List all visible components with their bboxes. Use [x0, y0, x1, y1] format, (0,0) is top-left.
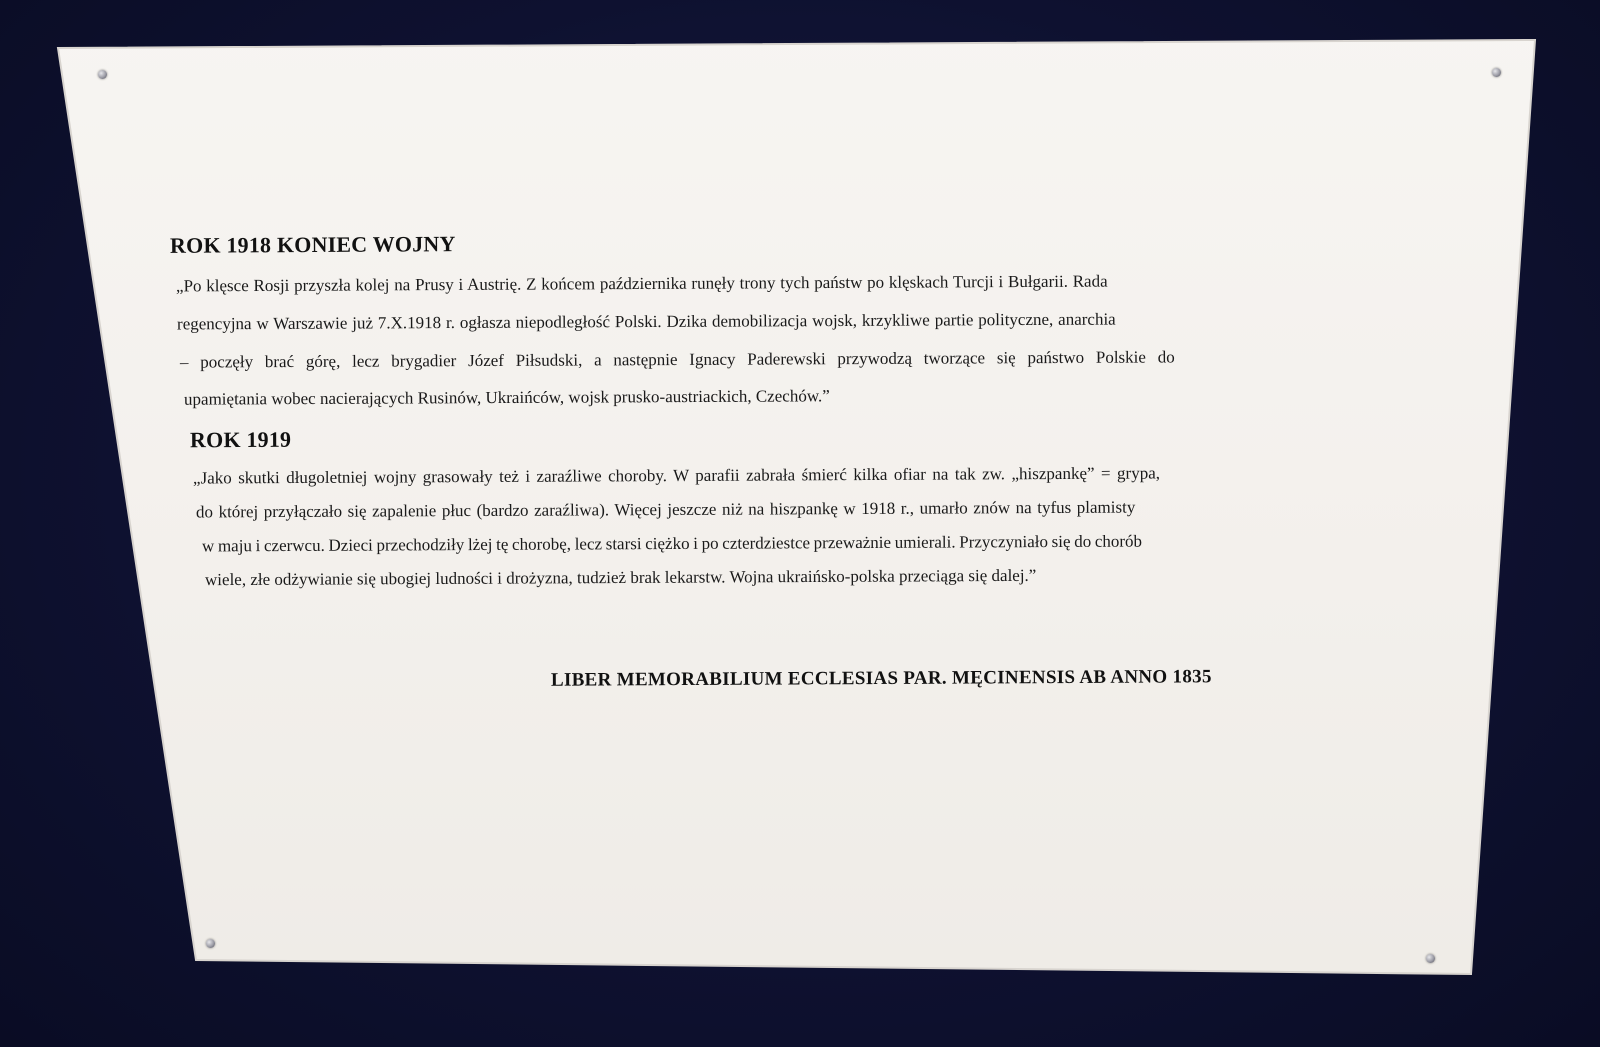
heading-1919: ROK 1919: [189, 426, 292, 453]
source-citation: LIBER MEMORABILIUM ECCLESIAS PAR. MĘCINENSIS AB ANNO 1835: [550, 666, 1212, 691]
paragraph-1919-line-4: wiele, złe odżywianie się ubogiej ludności i drożyzna, tudzież brak lekarstw. Wojna ukraińsko-polska przeciąga się dalej.”: [204, 565, 1037, 590]
mounting-screw-bottom-left: [206, 939, 215, 948]
mounting-screw-top-left: [98, 70, 107, 79]
paragraph-1918-line-1: „Po klęsce Rosji przyszła kolej na Prusy i Austrię. Z końcem października runęły trony tych państw po klęskach Turcji i Bułgarii. Rada: [175, 271, 1108, 296]
paragraph-1918-line-4: upamiętania wobec nacierających Rusinów, Ukraińców, wojsk prusko-austriackich, Czechów.”: [183, 386, 830, 409]
paragraph-1919-line-2: do której przyłączało się zapalenie płuc (bardzo zaraźliwa). Więcej jeszcze niż na hiszpankę w 1918 r., umarło znów na tyfus plamisty: [195, 497, 1136, 522]
paragraph-1918-line-2: regencyjna w Warszawie już 7.X.1918 r. ogłasza niepodległość Polski. Dzika demobilizacja wojsk, krzykliwe partie polityczne, anarchia: [176, 309, 1116, 334]
paragraph-1918-line-3: – poczęły brać górę, lecz brygadier Józef Piłsudski, a następnie Ignacy Paderewski przywodzą tworzące się państwo Polskie do: [179, 347, 1175, 372]
heading-1918: ROK 1918 KONIEC WOJNY: [169, 231, 456, 258]
mounting-screw-top-right: [1492, 68, 1501, 77]
paragraph-1919-line-3: w maju i czerwcu. Dzieci przechodziły lżej tę chorobę, lecz starsi ciężko i po czterdziestce przeważnie umierali. Przyczyniało się do chorób: [201, 531, 1143, 556]
mounting-screw-bottom-right: [1426, 954, 1435, 963]
paragraph-1919-line-1: „Jako skutki długoletniej wojny grasowały też i zaraźliwe choroby. W parafii zabrała śmierć kilka ofiar na tak zw. „hiszpankę” = grypa,: [192, 463, 1161, 488]
